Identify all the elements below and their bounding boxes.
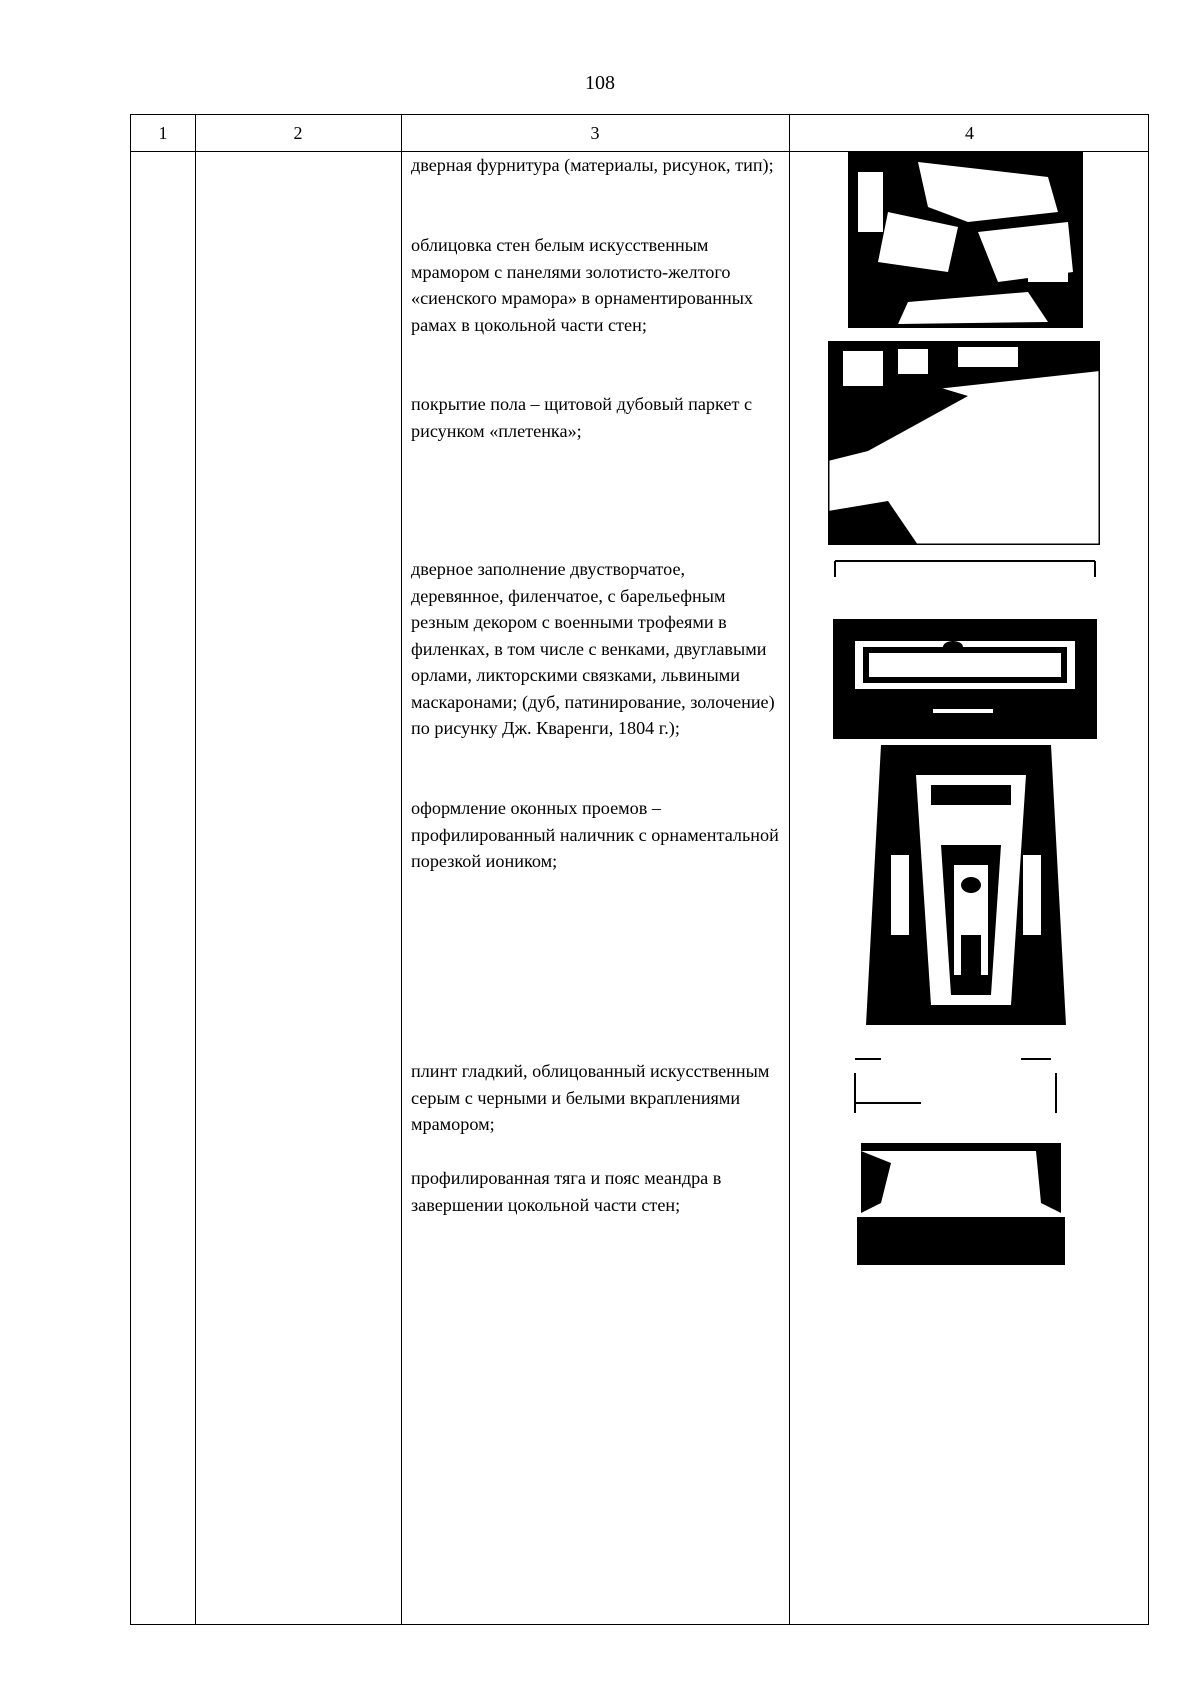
paragraph-cornice-meander: профилированная тяга и пояс меандра в завершении цокольной части стен;: [411, 1168, 722, 1215]
paragraph-door-hardware: дверная фурнитура (материалы, рисунок, тип);: [411, 155, 774, 175]
column-header-1: 1: [158, 123, 168, 143]
page-number: 108: [585, 72, 615, 94]
column-divider-1: [195, 115, 196, 1624]
column-header-3: 3: [590, 123, 600, 143]
wall-plinth-photo: [851, 1053, 1065, 1265]
description-table: [130, 114, 1149, 1625]
column-header-2: 2: [293, 123, 303, 143]
column-header-4: 4: [965, 123, 974, 143]
paragraph-window-openings: оформление оконных проемов – профилированный наличник с орнаментальной порезкой иоником;: [411, 798, 779, 871]
paragraph-plinth: плинт гладкий, облицованный искусственным серым с черными и белыми вкраплениями мрамором;: [411, 1061, 770, 1134]
parquet-floor-photo: [828, 341, 1100, 545]
paragraph-wall-cladding: облицовка стен белым искусственным мрамором с панелями золотисто-желтого «сиенского мрамора» в орнаментированных рамах в цокольной части стен;: [411, 235, 754, 335]
hall-interior-photo: [848, 152, 1083, 328]
column-divider-3: [789, 115, 790, 1624]
window-opening-photo: [861, 745, 1071, 1025]
paragraph-floor-parquet: покрытие пола – щитовой дубовый паркет с рисунком «плетенка»;: [411, 394, 753, 441]
paragraph-door-filling: дверное заполнение двустворчатое, деревянное, филенчатое, с барельефным резным декором с военными трофеями в филенках, в том числе с венками, двуглавыми орлами, ликторскими связками, львиными маскаронами; (дуб, патинирование, золочение) по рисунку Дж. Кваренги, 1804 г.);: [411, 559, 775, 738]
column-divider-2: [401, 115, 402, 1624]
door-panel-photo: [833, 559, 1097, 739]
